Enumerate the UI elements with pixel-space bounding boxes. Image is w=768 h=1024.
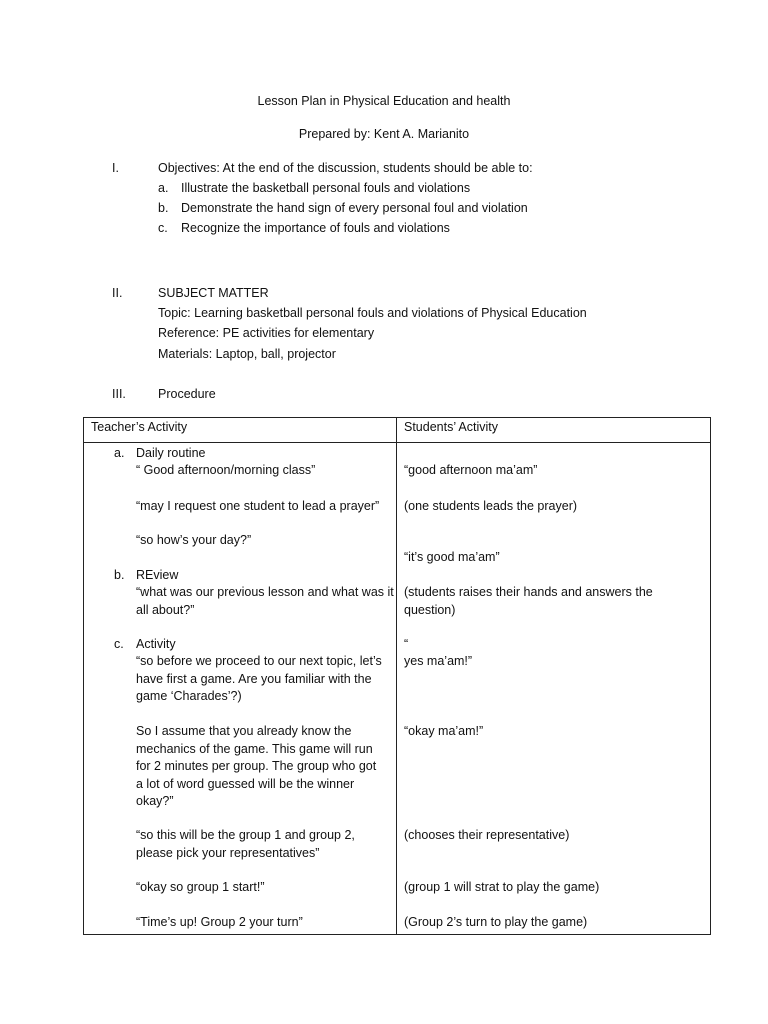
section-numeral: III. (112, 387, 126, 401)
teacher-line: “Time’s up! Group 2 your turn” (136, 915, 303, 929)
section-numeral: II. (112, 286, 123, 300)
objective-item: Illustrate the basketball personal fouls and violations (181, 181, 471, 195)
teacher-line: “so how’s your day?” (136, 533, 252, 547)
procedure-table (83, 417, 711, 935)
column-header-teacher: Teacher’s Activity (84, 418, 397, 443)
student-line: (chooses their representative) (404, 828, 570, 842)
reference-line: Reference: PE activities for elementary (158, 326, 375, 340)
teacher-line: “so before we proceed to our next topic, let’s have first a game. Are you familiar with the game ‘Charades’?) (136, 654, 382, 703)
objective-item: Recognize the importance of fouls and violations (181, 221, 450, 235)
list-letter: a. (158, 181, 169, 195)
student-line: yes ma’am!” (404, 654, 473, 668)
student-line: “it’s good ma’am” (404, 550, 500, 564)
prepared-by: Prepared by: Kent A. Marianito (298, 127, 470, 141)
table-row (84, 443, 711, 935)
subheading-activity: Activity (136, 637, 176, 651)
subject-matter-heading: SUBJECT MATTER (158, 286, 269, 300)
document-title: Lesson Plan in Physical Education and health (257, 94, 511, 108)
subheading-review: REview (136, 568, 179, 582)
teacher-line: “what was our previous lesson and what was it all about?” (136, 585, 394, 617)
section-numeral: I. (112, 161, 119, 175)
student-line: “okay ma’am!” (404, 724, 484, 738)
teacher-line: “may I request one student to lead a prayer” (136, 499, 380, 513)
student-line: (one students leads the prayer) (404, 499, 578, 513)
list-letter: c. (158, 221, 168, 235)
student-line: “good afternoon ma’am” (404, 463, 538, 477)
column-header-students: Students’ Activity (397, 418, 711, 443)
student-line: (group 1 will strat to play the game) (404, 880, 600, 894)
list-letter: b. (114, 568, 125, 582)
procedure-heading: Procedure (158, 387, 216, 401)
objectives-heading: Objectives: At the end of the discussion, students should be able to: (158, 161, 533, 175)
teacher-line: “ Good afternoon/morning class” (136, 463, 316, 477)
student-line: (students raises their hands and answers the question) (404, 585, 653, 617)
student-line: “ (404, 637, 409, 651)
subheading-daily-routine: Daily routine (136, 446, 206, 460)
teacher-line: “okay so group 1 start!” (136, 880, 265, 894)
list-letter: a. (114, 446, 125, 460)
materials-line: Materials: Laptop, ball, projector (158, 347, 336, 361)
objective-item: Demonstrate the hand sign of every personal foul and violation (181, 201, 528, 215)
teacher-activity-cell (84, 443, 397, 935)
topic-line: Topic: Learning basketball personal fouls and violations of Physical Education (158, 306, 587, 320)
student-line: (Group 2’s turn to play the game) (404, 915, 588, 929)
teacher-line: So I assume that you already know the mechanics of the game. This game will run for 2 minutes per group. The group who got a lot of word guessed will be the winner okay?” (136, 724, 377, 808)
teacher-line: “so this will be the group 1 and group 2, please pick your representatives” (136, 828, 355, 860)
students-activity-cell (397, 443, 711, 935)
list-letter: b. (158, 201, 169, 215)
table-header-row (84, 418, 711, 443)
list-letter: c. (114, 637, 124, 651)
